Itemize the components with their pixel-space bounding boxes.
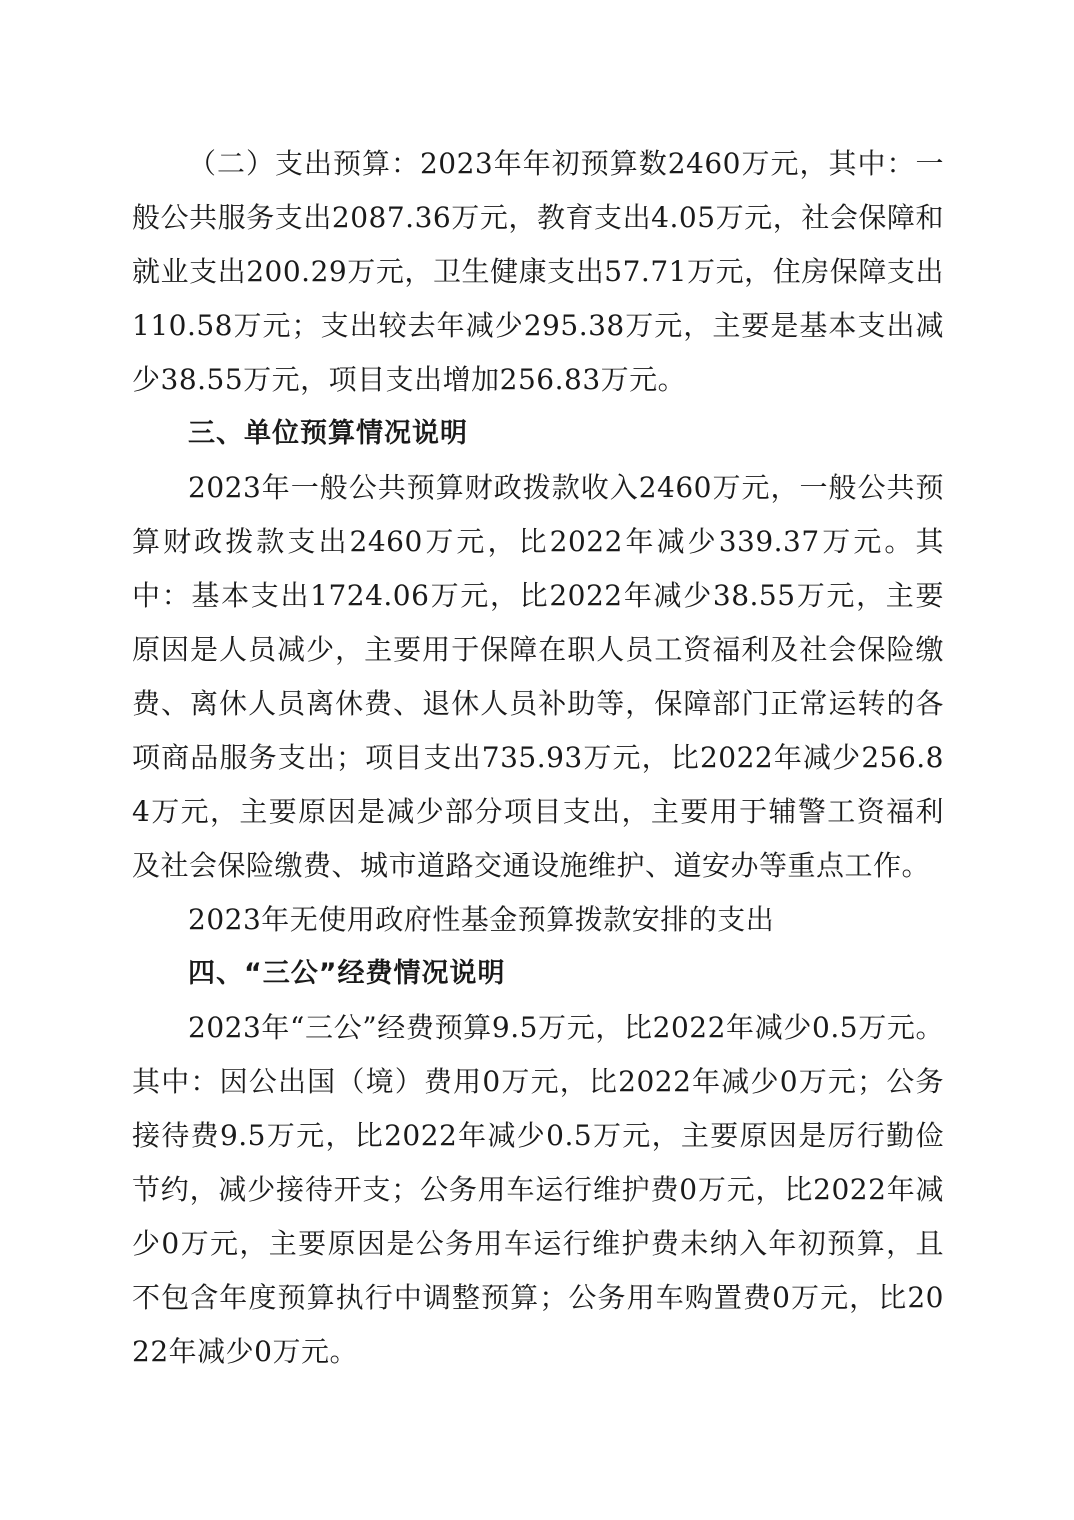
section-heading-unit-budget: 三、单位预算情况说明 xyxy=(188,418,468,449)
section-heading-three-public: 四、“三公”经费情况说明 xyxy=(188,958,506,989)
paragraph-government-fund: 2023年无使用政府性基金预算拨款安排的支出 xyxy=(188,903,775,936)
paragraph-general-budget: 2023年一般公共预算财政拨款收入2460万元，一般公共预算财政拨款支出2460万元，比2022年减少339.37万元。其中：基本支出1724.06万元，比2022年减少38.55万元，主要原因是人员减少，主要用于保障在职人员工资福利及社会保险缴费、离休人员离休费、退休人员补助等，保障部门正常运转的各项商品服务支出；项目支出735.93万元，比2022年减少256.84万元，主要原因是减少部分项目支出，主要用于辅警工资福利及社会保险缴费、城市道路交通设施维护、道安办等重点工作。 xyxy=(132,471,944,882)
paragraph-expenditure-budget: （二）支出预算：2023年年初预算数2460万元，其中：一般公共服务支出2087.36万元，教育支出4.05万元，社会保障和就业支出200.29万元，卫生健康支出57.71万元，住房保障支出110.58万元；支出较去年减少295.38万元，主要是基本支出减少38.55万元，项目支出增加256.83万元。 xyxy=(132,147,944,396)
paragraph-three-public-expenses: 2023年“三公”经费预算9.5万元，比2022年减少0.5万元。其中：因公出国（境）费用0万元，比2022年减少0万元；公务接待费9.5万元，比2022年减少0.5万元，主要原因是厉行勤俭节约，减少接待开支；公务用车运行维护费0万元，比2022年减少0万元，主要原因是公务用车运行维护费未纳入年初预算，且不包含年度预算执行中调整预算；公务用车购置费0万元，比2022年减少0万元。 xyxy=(132,1011,944,1368)
